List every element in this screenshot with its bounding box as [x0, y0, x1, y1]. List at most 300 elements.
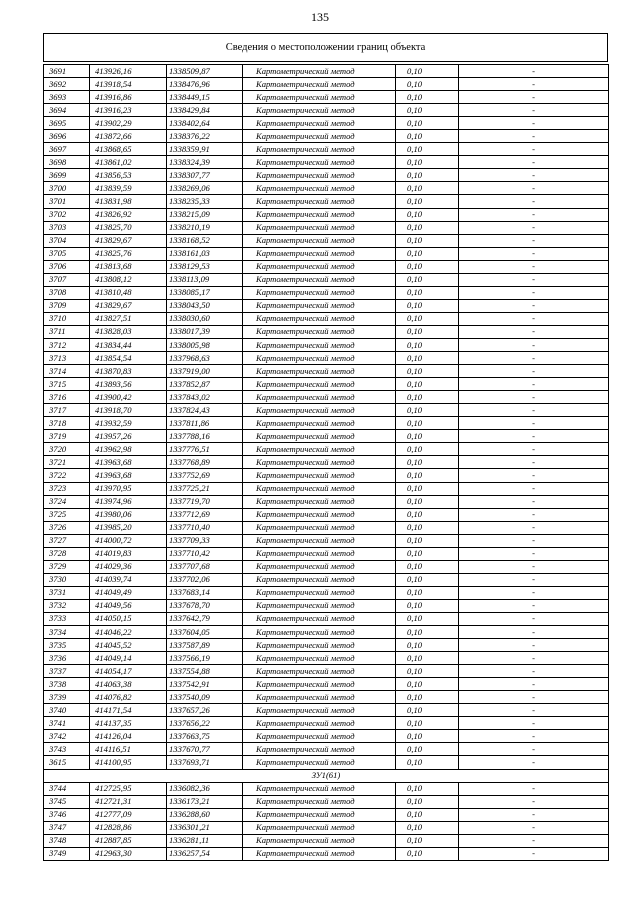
method-cell: Картометрический метод: [243, 65, 396, 78]
accuracy-cell: 0,10: [396, 286, 459, 299]
method-cell: Картометрический метод: [243, 795, 396, 808]
accuracy-cell: 0,10: [396, 221, 459, 234]
extra-cell: -: [459, 104, 609, 117]
point-number-cell: 3730: [44, 573, 90, 586]
table-row: [44, 469, 609, 482]
table-row: [44, 743, 609, 756]
table-row: [44, 756, 609, 769]
extra-cell: -: [459, 299, 609, 312]
method-cell: Картометрический метод: [243, 756, 396, 769]
table-row: [44, 169, 609, 182]
point-number-cell: 3706: [44, 260, 90, 273]
coord-x-cell: 413813,68: [90, 260, 167, 273]
coord-y-cell: 1337604,05: [167, 626, 243, 639]
coord-y-cell: 1338005,98: [167, 338, 243, 351]
extra-cell: -: [459, 665, 609, 678]
accuracy-cell: 0,10: [396, 665, 459, 678]
coord-y-cell: 1337707,68: [167, 560, 243, 573]
coord-x-cell: 413856,53: [90, 169, 167, 182]
table-row: [44, 247, 609, 260]
coord-y-cell: 1337725,21: [167, 482, 243, 495]
accuracy-cell: 0,10: [396, 808, 459, 821]
coord-x-cell: 413861,02: [90, 156, 167, 169]
table-row: [44, 182, 609, 195]
extra-cell: -: [459, 169, 609, 182]
point-number-cell: 3704: [44, 234, 90, 247]
extra-cell: -: [459, 130, 609, 143]
coord-y-cell: 1337919,00: [167, 365, 243, 378]
point-number-cell: 3703: [44, 221, 90, 234]
extra-cell: -: [459, 756, 609, 769]
point-number-cell: 3734: [44, 626, 90, 639]
coord-y-cell: 1337719,70: [167, 495, 243, 508]
point-number-cell: 3735: [44, 639, 90, 652]
accuracy-cell: 0,10: [396, 352, 459, 365]
extra-cell: -: [459, 847, 609, 860]
method-cell: Картометрический метод: [243, 404, 396, 417]
coord-x-cell: 414076,82: [90, 691, 167, 704]
point-number-cell: 3711: [44, 325, 90, 338]
accuracy-cell: 0,10: [396, 704, 459, 717]
coord-x-cell: 413854,54: [90, 352, 167, 365]
method-cell: Картометрический метод: [243, 691, 396, 704]
coord-y-cell: 1337670,77: [167, 743, 243, 756]
coord-x-cell: 414137,35: [90, 717, 167, 730]
accuracy-cell: 0,10: [396, 691, 459, 704]
accuracy-cell: 0,10: [396, 195, 459, 208]
accuracy-cell: 0,10: [396, 430, 459, 443]
coord-y-cell: 1338376,22: [167, 130, 243, 143]
method-cell: Картометрический метод: [243, 430, 396, 443]
table-row: [44, 338, 609, 351]
point-number-cell: 3701: [44, 195, 90, 208]
table-row: [44, 626, 609, 639]
coord-y-cell: 1338429,84: [167, 104, 243, 117]
method-cell: Картометрический метод: [243, 586, 396, 599]
table-row: [44, 195, 609, 208]
method-cell: Картометрический метод: [243, 652, 396, 665]
table-row: [44, 599, 609, 612]
extra-cell: -: [459, 652, 609, 665]
accuracy-cell: 0,10: [396, 626, 459, 639]
table-row: [44, 273, 609, 286]
point-number-cell: 3696: [44, 130, 90, 143]
coord-y-cell: 1338324,39: [167, 156, 243, 169]
accuracy-cell: 0,10: [396, 443, 459, 456]
table-row: [44, 443, 609, 456]
accuracy-cell: 0,10: [396, 612, 459, 625]
table-row: [44, 665, 609, 678]
method-cell: Картометрический метод: [243, 599, 396, 612]
coord-y-cell: 1338307,77: [167, 169, 243, 182]
coord-y-cell: 1337852,87: [167, 378, 243, 391]
coord-x-cell: 413932,59: [90, 417, 167, 430]
extra-cell: -: [459, 717, 609, 730]
coord-y-cell: 1338043,50: [167, 299, 243, 312]
accuracy-cell: 0,10: [396, 299, 459, 312]
extra-cell: -: [459, 286, 609, 299]
table-row: [44, 430, 609, 443]
coord-y-cell: 1338129,53: [167, 260, 243, 273]
coord-x-cell: 413828,03: [90, 325, 167, 338]
accuracy-cell: 0,10: [396, 795, 459, 808]
coord-x-cell: 413872,66: [90, 130, 167, 143]
point-number-cell: 3719: [44, 430, 90, 443]
extra-cell: -: [459, 599, 609, 612]
point-number-cell: 3744: [44, 782, 90, 795]
accuracy-cell: 0,10: [396, 104, 459, 117]
extra-cell: -: [459, 208, 609, 221]
accuracy-cell: 0,10: [396, 534, 459, 547]
coord-y-cell: 1338269,06: [167, 182, 243, 195]
extra-cell: -: [459, 117, 609, 130]
coord-y-cell: 1338085,17: [167, 286, 243, 299]
table-row: [44, 143, 609, 156]
coord-y-cell: 1337843,02: [167, 391, 243, 404]
table-row: [44, 782, 609, 795]
extra-cell: -: [459, 534, 609, 547]
accuracy-cell: 0,10: [396, 495, 459, 508]
table-row: [44, 547, 609, 560]
accuracy-cell: 0,10: [396, 169, 459, 182]
method-cell: Картометрический метод: [243, 286, 396, 299]
coord-x-cell: 413902,29: [90, 117, 167, 130]
method-cell: Картометрический метод: [243, 495, 396, 508]
coord-x-cell: 413985,20: [90, 521, 167, 534]
extra-cell: -: [459, 547, 609, 560]
accuracy-cell: 0,10: [396, 482, 459, 495]
point-number-cell: 3749: [44, 847, 90, 860]
coord-x-cell: 412887,85: [90, 834, 167, 847]
table-row: [44, 456, 609, 469]
coord-x-cell: 412828,86: [90, 821, 167, 834]
point-number-cell: 3709: [44, 299, 90, 312]
point-number-cell: 3714: [44, 365, 90, 378]
extra-cell: -: [459, 404, 609, 417]
method-cell: Картометрический метод: [243, 821, 396, 834]
coord-x-cell: 413829,67: [90, 234, 167, 247]
accuracy-cell: 0,10: [396, 325, 459, 338]
method-cell: Картометрический метод: [243, 130, 396, 143]
accuracy-cell: 0,10: [396, 573, 459, 586]
accuracy-cell: 0,10: [396, 182, 459, 195]
accuracy-cell: 0,10: [396, 560, 459, 573]
coord-x-cell: 414049,14: [90, 652, 167, 665]
method-cell: Картометрический метод: [243, 834, 396, 847]
point-number-cell: 3717: [44, 404, 90, 417]
coord-x-cell: 413870,83: [90, 365, 167, 378]
method-cell: Картометрический метод: [243, 469, 396, 482]
coord-x-cell: 414029,36: [90, 560, 167, 573]
coord-y-cell: 1338235,33: [167, 195, 243, 208]
coord-y-cell: 1337542,91: [167, 678, 243, 691]
point-number-cell: 3746: [44, 808, 90, 821]
method-cell: Картометрический метод: [243, 247, 396, 260]
coord-x-cell: 413918,70: [90, 404, 167, 417]
coord-y-cell: 1337678,70: [167, 599, 243, 612]
method-cell: Картометрический метод: [243, 508, 396, 521]
point-number-cell: 3737: [44, 665, 90, 678]
table-row: [44, 365, 609, 378]
coord-y-cell: 1338168,52: [167, 234, 243, 247]
coord-y-cell: 1337968,63: [167, 352, 243, 365]
coord-x-cell: 413827,51: [90, 312, 167, 325]
section-label: ЗУ1(61): [44, 769, 609, 782]
extra-cell: -: [459, 508, 609, 521]
method-cell: Картометрический метод: [243, 182, 396, 195]
extra-cell: -: [459, 469, 609, 482]
accuracy-cell: 0,10: [396, 91, 459, 104]
table-row: [44, 221, 609, 234]
coord-x-cell: 412777,09: [90, 808, 167, 821]
accuracy-cell: 0,10: [396, 417, 459, 430]
coord-x-cell: 413980,06: [90, 508, 167, 521]
extra-cell: -: [459, 443, 609, 456]
table-row: [44, 730, 609, 743]
accuracy-cell: 0,10: [396, 678, 459, 691]
extra-cell: -: [459, 91, 609, 104]
accuracy-cell: 0,10: [396, 821, 459, 834]
table-row: [44, 208, 609, 221]
method-cell: Картометрический метод: [243, 443, 396, 456]
accuracy-cell: 0,10: [396, 143, 459, 156]
accuracy-cell: 0,10: [396, 273, 459, 286]
extra-cell: -: [459, 143, 609, 156]
extra-cell: -: [459, 430, 609, 443]
method-cell: Картометрический метод: [243, 208, 396, 221]
extra-cell: -: [459, 352, 609, 365]
point-number-cell: 3733: [44, 612, 90, 625]
point-number-cell: 3747: [44, 821, 90, 834]
table-row: [44, 286, 609, 299]
coord-x-cell: 413962,98: [90, 443, 167, 456]
table-row: [44, 560, 609, 573]
accuracy-cell: 0,10: [396, 599, 459, 612]
extra-cell: -: [459, 417, 609, 430]
extra-cell: -: [459, 221, 609, 234]
extra-cell: -: [459, 743, 609, 756]
point-number-cell: 3695: [44, 117, 90, 130]
coord-y-cell: 1337776,51: [167, 443, 243, 456]
method-cell: Картометрический метод: [243, 325, 396, 338]
table-row: [44, 612, 609, 625]
table-row: [44, 104, 609, 117]
point-number-cell: 3705: [44, 247, 90, 260]
method-cell: Картометрический метод: [243, 573, 396, 586]
coord-y-cell: 1337693,71: [167, 756, 243, 769]
accuracy-cell: 0,10: [396, 508, 459, 521]
table-row: [44, 299, 609, 312]
table-row: [44, 534, 609, 547]
table-row: [44, 156, 609, 169]
coord-x-cell: 413831,98: [90, 195, 167, 208]
extra-cell: -: [459, 78, 609, 91]
coord-x-cell: 412721,31: [90, 795, 167, 808]
point-number-cell: 3732: [44, 599, 90, 612]
coord-y-cell: 1337768,89: [167, 456, 243, 469]
extra-cell: -: [459, 65, 609, 78]
table-row: [44, 508, 609, 521]
accuracy-cell: 0,10: [396, 404, 459, 417]
method-cell: Картометрический метод: [243, 104, 396, 117]
coord-x-cell: 413963,68: [90, 456, 167, 469]
accuracy-cell: 0,10: [396, 78, 459, 91]
coord-x-cell: 413893,56: [90, 378, 167, 391]
point-number-cell: 3715: [44, 378, 90, 391]
coord-x-cell: 414019,83: [90, 547, 167, 560]
point-number-cell: 3742: [44, 730, 90, 743]
extra-cell: -: [459, 795, 609, 808]
coord-x-cell: 414000,72: [90, 534, 167, 547]
method-cell: Картометрический метод: [243, 782, 396, 795]
coord-x-cell: 413829,67: [90, 299, 167, 312]
coord-y-cell: 1337587,89: [167, 639, 243, 652]
extra-cell: -: [459, 521, 609, 534]
coord-x-cell: 413825,76: [90, 247, 167, 260]
method-cell: Картометрический метод: [243, 378, 396, 391]
coord-x-cell: 414049,49: [90, 586, 167, 599]
table-row: [44, 117, 609, 130]
coord-x-cell: 413868,65: [90, 143, 167, 156]
coord-y-cell: 1336173,21: [167, 795, 243, 808]
coord-y-cell: 1338017,39: [167, 325, 243, 338]
coord-y-cell: 1336281,11: [167, 834, 243, 847]
method-cell: Картометрический метод: [243, 847, 396, 860]
extra-cell: -: [459, 365, 609, 378]
method-cell: Картометрический метод: [243, 417, 396, 430]
method-cell: Картометрический метод: [243, 78, 396, 91]
coord-x-cell: 414100,95: [90, 756, 167, 769]
accuracy-cell: 0,10: [396, 208, 459, 221]
accuracy-cell: 0,10: [396, 847, 459, 860]
table-row: [44, 391, 609, 404]
coord-x-cell: 414054,17: [90, 665, 167, 678]
point-number-cell: 3694: [44, 104, 90, 117]
accuracy-cell: 0,10: [396, 117, 459, 130]
table-row: [44, 378, 609, 391]
point-number-cell: 3739: [44, 691, 90, 704]
point-number-cell: 3699: [44, 169, 90, 182]
table-row: [44, 78, 609, 91]
table-row: [44, 586, 609, 599]
method-cell: Картометрический метод: [243, 221, 396, 234]
coord-y-cell: 1337683,14: [167, 586, 243, 599]
method-cell: Картометрический метод: [243, 338, 396, 351]
method-cell: Картометрический метод: [243, 547, 396, 560]
method-cell: Картометрический метод: [243, 234, 396, 247]
method-cell: Картометрический метод: [243, 626, 396, 639]
coord-x-cell: 413900,42: [90, 391, 167, 404]
coord-x-cell: 414126,04: [90, 730, 167, 743]
coord-y-cell: 1338215,09: [167, 208, 243, 221]
point-number-cell: 3748: [44, 834, 90, 847]
point-number-cell: 3700: [44, 182, 90, 195]
table-row: [44, 717, 609, 730]
point-number-cell: 3731: [44, 586, 90, 599]
coord-y-cell: 1337657,26: [167, 704, 243, 717]
table-row: [44, 65, 609, 78]
point-number-cell: 3720: [44, 443, 90, 456]
extra-cell: -: [459, 612, 609, 625]
accuracy-cell: 0,10: [396, 639, 459, 652]
extra-cell: -: [459, 730, 609, 743]
point-number-cell: 3716: [44, 391, 90, 404]
accuracy-cell: 0,10: [396, 652, 459, 665]
extra-cell: -: [459, 273, 609, 286]
table-row: [44, 847, 609, 860]
method-cell: Картометрический метод: [243, 299, 396, 312]
extra-cell: -: [459, 626, 609, 639]
coord-x-cell: 414046,22: [90, 626, 167, 639]
accuracy-cell: 0,10: [396, 586, 459, 599]
coord-y-cell: 1338210,19: [167, 221, 243, 234]
accuracy-cell: 0,10: [396, 234, 459, 247]
point-number-cell: 3725: [44, 508, 90, 521]
method-cell: Картометрический метод: [243, 521, 396, 534]
point-number-cell: 3729: [44, 560, 90, 573]
point-number-cell: 3708: [44, 286, 90, 299]
point-number-cell: 3738: [44, 678, 90, 691]
method-cell: Картометрический метод: [243, 143, 396, 156]
coord-y-cell: 1337709,33: [167, 534, 243, 547]
method-cell: Картометрический метод: [243, 169, 396, 182]
point-number-cell: 3697: [44, 143, 90, 156]
coord-y-cell: 1336257,54: [167, 847, 243, 860]
coord-x-cell: 414039,74: [90, 573, 167, 586]
point-number-cell: 3718: [44, 417, 90, 430]
accuracy-cell: 0,10: [396, 456, 459, 469]
coord-y-cell: 1336301,21: [167, 821, 243, 834]
coord-x-cell: 413826,92: [90, 208, 167, 221]
coord-x-cell: 414116,51: [90, 743, 167, 756]
method-cell: Картометрический метод: [243, 678, 396, 691]
coord-y-cell: 1337540,09: [167, 691, 243, 704]
accuracy-cell: 0,10: [396, 521, 459, 534]
coord-y-cell: 1338113,09: [167, 273, 243, 286]
table-row: [44, 260, 609, 273]
coord-x-cell: 413834,44: [90, 338, 167, 351]
method-cell: Картометрический метод: [243, 639, 396, 652]
method-cell: Картометрический метод: [243, 365, 396, 378]
coord-y-cell: 1338359,91: [167, 143, 243, 156]
accuracy-cell: 0,10: [396, 130, 459, 143]
extra-cell: -: [459, 821, 609, 834]
point-number-cell: 3724: [44, 495, 90, 508]
point-number-cell: 3722: [44, 469, 90, 482]
point-number-cell: 3721: [44, 456, 90, 469]
coord-x-cell: 414063,38: [90, 678, 167, 691]
point-number-cell: 3741: [44, 717, 90, 730]
extra-cell: -: [459, 678, 609, 691]
point-number-cell: 3702: [44, 208, 90, 221]
extra-cell: -: [459, 247, 609, 260]
point-number-cell: 3727: [44, 534, 90, 547]
extra-cell: -: [459, 260, 609, 273]
method-cell: Картометрический метод: [243, 534, 396, 547]
point-number-cell: 3743: [44, 743, 90, 756]
point-number-cell: 3692: [44, 78, 90, 91]
extra-cell: -: [459, 560, 609, 573]
method-cell: Картометрический метод: [243, 273, 396, 286]
method-cell: Картометрический метод: [243, 456, 396, 469]
extra-cell: -: [459, 704, 609, 717]
coord-y-cell: 1338161,03: [167, 247, 243, 260]
method-cell: Картометрический метод: [243, 730, 396, 743]
coord-x-cell: 413808,12: [90, 273, 167, 286]
table-row: [44, 691, 609, 704]
method-cell: Картометрический метод: [243, 612, 396, 625]
extra-cell: -: [459, 495, 609, 508]
